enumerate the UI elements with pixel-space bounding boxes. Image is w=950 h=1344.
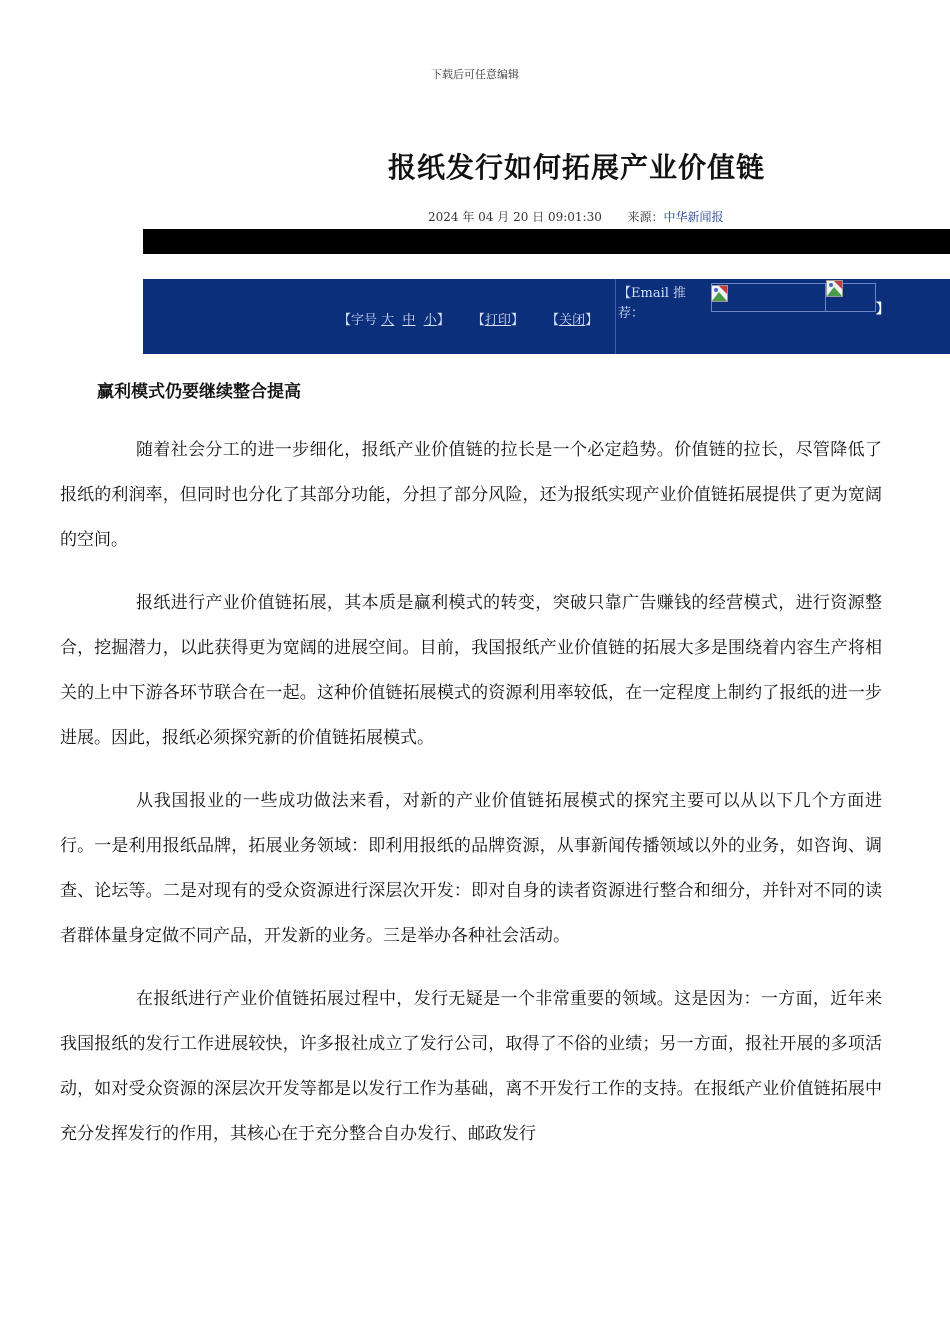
source-label: 来源：: [627, 210, 664, 224]
font-size-close: 】: [436, 313, 450, 328]
close-link[interactable]: 关闭: [559, 313, 586, 328]
article-title: 报纸发行如何拓展产业价值链: [388, 151, 766, 184]
print-close: 】: [510, 313, 524, 328]
font-size-label: 【字号: [338, 313, 382, 328]
close-close: 】: [585, 313, 599, 328]
paragraph: 在报纸进行产业价值链拓展过程中，发行无疑是一个非常重要的领域。这是因为：一方面，近年来我国报纸的发行工作进展较快，许多报社成立了发行公司，取得了不俗的业绩；另一方面，报社开展的多项活动，如对受众资源的深层次开发等都是以发行工作为基础，离不开发行工作的支持。在报纸产业价值链拓展中充分发挥发行的作用，其核心在于充分整合自办发行、邮政发行: [60, 989, 882, 1144]
tool-links: [338, 309, 598, 328]
paragraph: 随着社会分工的进一步细化，报纸产业价值链的拉长是一个必定趋势。价值链的拉长，尽管降低了报纸的利润率，但同时也分化了其部分功能，分担了部分风险，还为报纸实现产业价值链拓展提供了更为宽阔的空间。: [60, 440, 882, 550]
print-open: 【: [471, 313, 485, 328]
email-input[interactable]: [711, 283, 876, 312]
source-link[interactable]: 中华新闻报: [663, 210, 724, 224]
font-small-link[interactable]: 小: [423, 313, 437, 328]
submit-image-icon[interactable]: [826, 280, 843, 297]
paragraph: 从我国报业的一些成功做法来看，对新的产业价值链拓展模式的探究主要可以从以下几个方面进行。一是利用报纸品牌，拓展业务领域：即利用报纸的品牌资源，从事新闻传播领域以外的业务，如咨询、调查、论坛等。二是对现有的受众资源进行深层次开发：即对自身的读者资源进行整合和细分，并针对不同的读者群体量身定做不同产品，开发新的业务。三是举办各种社会活动。: [60, 791, 882, 946]
font-medium-link[interactable]: 中: [402, 313, 416, 328]
paragraph: 报纸进行产业价值链拓展，其本质是赢利模式的转变，突破只靠广告赚钱的经营模式，进行资源整合，挖掘潜力，以此获得更为宽阔的进展空间。目前，我国报纸产业价值链的拓展大多是围绕着内容生产将相关的上中下游各环节联合在一起。这种价值链拓展模式的资源利用率较低，在一定程度上制约了报纸的进一步进展。因此，报纸必须探究新的价值链拓展模式。: [60, 593, 882, 748]
header-note: 下载后可任意编辑: [431, 68, 519, 81]
close-open: 【: [546, 313, 560, 328]
email-recommend-label: 【Email 推荐：: [618, 286, 687, 321]
article-body: [60, 428, 882, 1175]
article-meta: [428, 208, 724, 225]
font-large-link[interactable]: 大: [381, 313, 395, 328]
broken-image-icon: [711, 285, 728, 302]
email-close-bracket: 】: [876, 302, 890, 317]
section-subheading: 赢利模式仍要继续整合提高: [97, 382, 301, 402]
article-date: 2024 年 04 月 20 日 09:01:30: [428, 210, 602, 224]
article-toolbar: [143, 279, 950, 354]
print-link[interactable]: 打印: [484, 313, 511, 328]
toolbar-divider: [615, 279, 616, 354]
black-banner: [143, 229, 950, 254]
